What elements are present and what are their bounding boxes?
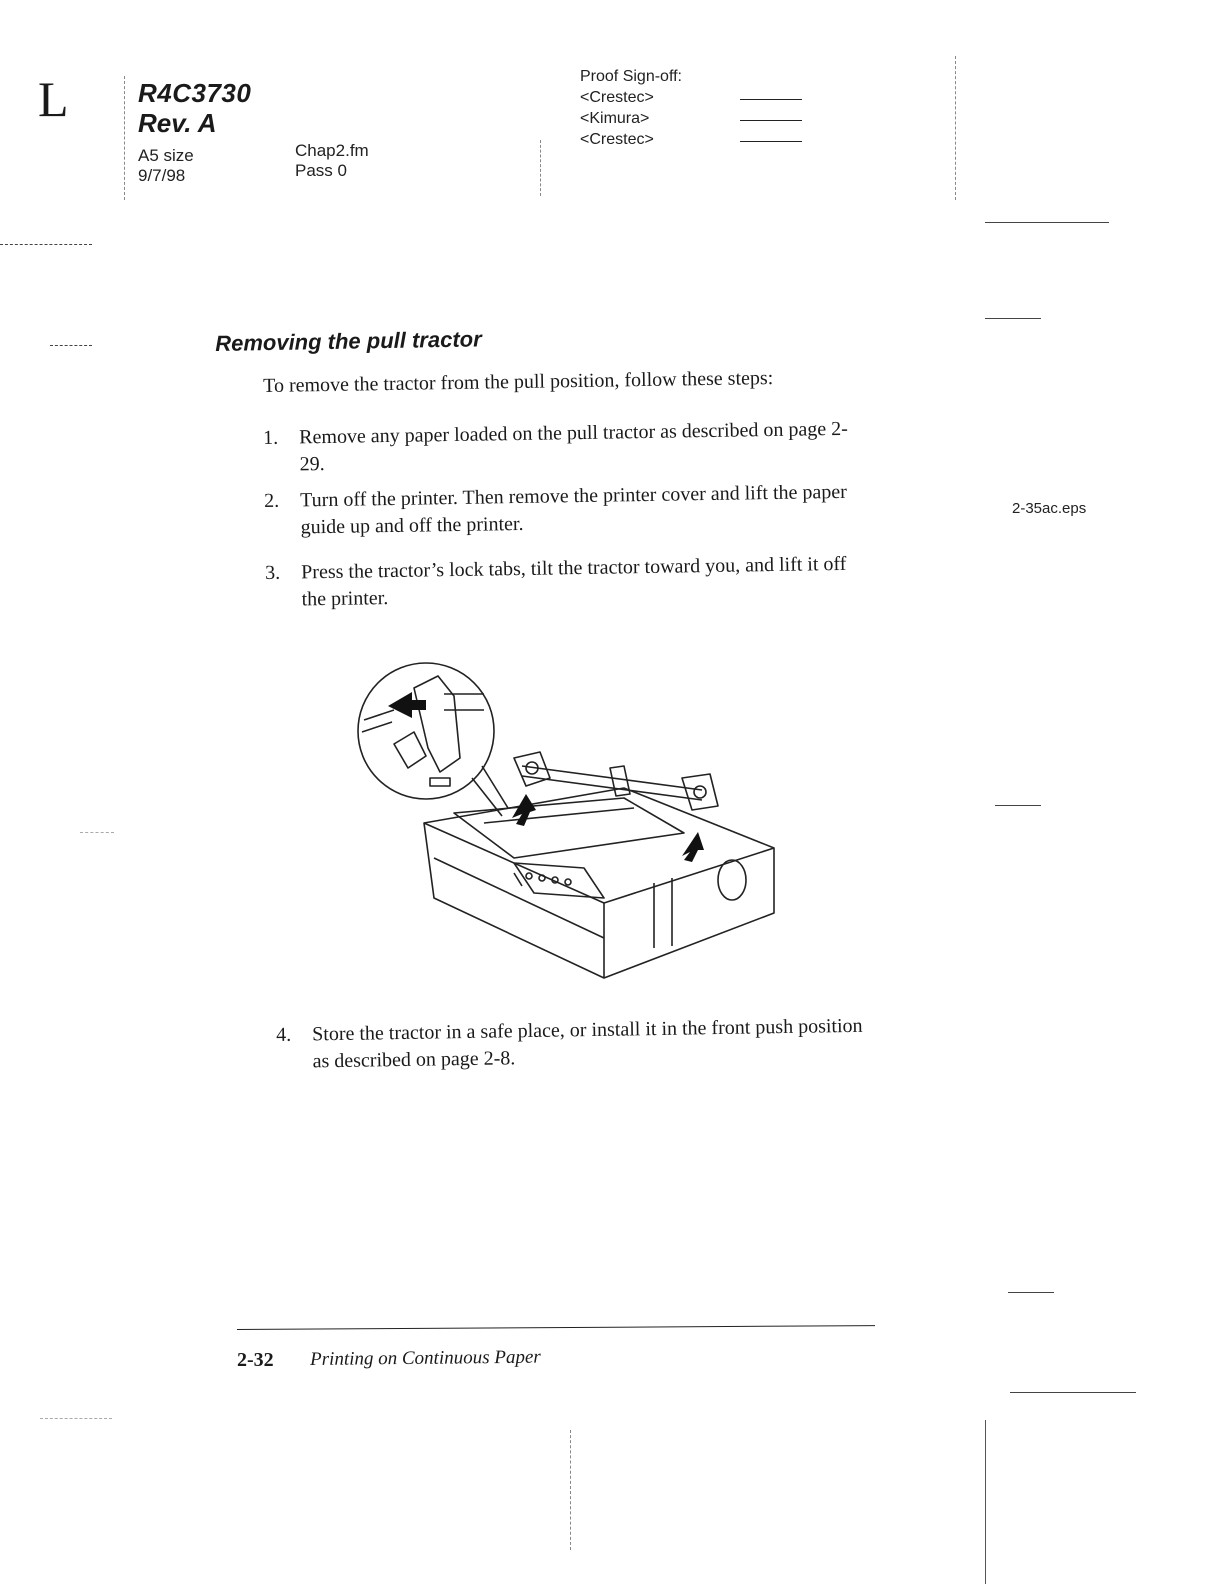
signoff-line-1 [740,99,802,100]
crop-mark [540,140,541,196]
detail-magnifier-circle [358,663,494,799]
crop-mark [985,1420,986,1584]
step-number: 3. [265,561,281,584]
step-text: Remove any paper loaded on the pull tractor as described on page 2-29. [299,417,849,476]
crop-mark [570,1430,571,1550]
crop-mark [1010,1392,1136,1393]
crop-mark [80,832,114,833]
printer-tractor-illustration [354,648,784,988]
step-item [265,551,847,611]
corner-letter: L [38,71,69,127]
step-text: Store the tractor in a safe place, or install it in the front push position as described on page 2-8. [312,1014,863,1073]
pass-label: Pass 0 [295,161,347,180]
page-number: 2-32 [237,1349,274,1371]
crop-mark [985,318,1041,319]
intro-paragraph: To remove the tractor from the pull position, follow these steps: [263,366,774,397]
step-item [276,1013,863,1073]
page-size-label: A5 size [138,146,194,165]
figure-file-label: 2-35ac.eps [1012,500,1087,517]
crop-mark [0,244,92,245]
step-number: 4. [276,1023,292,1046]
file-name-label: Chap2.fm [295,141,369,160]
crop-mark [124,76,125,200]
proof-title: Proof Sign-off: [580,68,682,85]
section-heading: Removing the pull tractor [215,326,482,356]
revision-label: Rev. A [138,108,217,138]
crop-mark [50,345,92,346]
step-number: 2. [264,489,280,512]
step-item [264,479,848,539]
step-number: 1. [263,426,279,449]
step-text: Press the tractor’s lock tabs, tilt the tractor toward you, and lift it off the printer. [301,552,847,611]
crop-mark [985,222,1109,223]
lift-arrow-icon [682,832,704,862]
proof-signoff-block [580,66,682,150]
crop-mark [995,805,1041,806]
signer-1: <Crestec> [580,89,654,106]
signoff-line-2 [740,120,802,121]
crop-mark [1008,1292,1054,1293]
running-title: Printing on Continuous Paper [310,1346,541,1370]
step-text: Turn off the printer. Then remove the printer cover and lift the paper guide up and off the printer. [300,480,848,539]
crop-mark [40,1418,112,1419]
platen-knob [718,860,746,900]
signer-2: <Kimura> [580,110,650,127]
document-code: R4C3730 [138,78,252,108]
date-label: 9/7/98 [138,166,186,185]
step-item [263,416,849,476]
lift-arrow-icon [512,794,536,826]
signoff-line-3 [740,141,802,142]
crop-mark [955,56,956,200]
printer-body [424,788,774,978]
footer-rule [237,1325,875,1330]
signer-3: <Crestec> [580,131,654,148]
